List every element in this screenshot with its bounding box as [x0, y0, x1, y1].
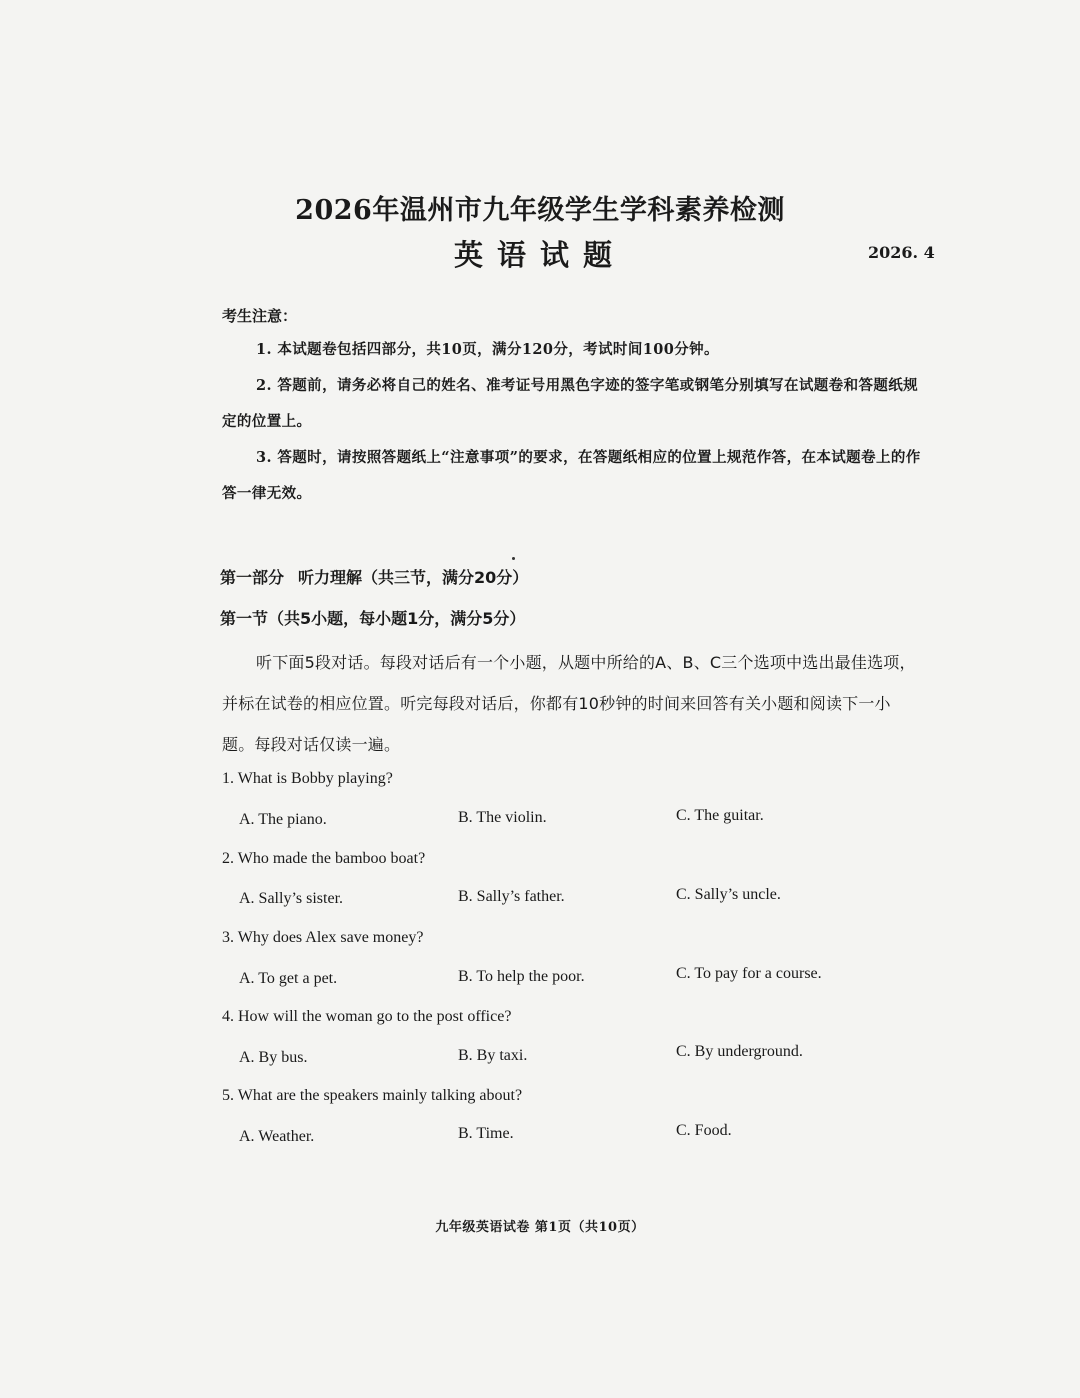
part-heading	[220, 565, 528, 588]
question-1-option-a: A. The piano.	[239, 811, 327, 828]
question-3-option-a: A. To get a pet.	[239, 970, 338, 987]
question-3: 3. Why does Alex save money?	[222, 929, 424, 946]
question-5-option-c: C. Food.	[676, 1122, 732, 1139]
part-label: 第一部分	[220, 568, 285, 587]
scan-speck	[512, 557, 515, 560]
question-3-option-b: B. To help the poor.	[458, 968, 585, 985]
section-instruction: 听下面5段对话。每段对话后有一个小题，从题中所给的A、B、C三个选项中选出最佳选项，并标在试卷的相应位置。听完每段对话后，你都有10秒钟的时间来回答有关小题和阅读下一小题。每段对话仅读一遍。	[222, 653, 916, 754]
question-5: 5. What are the speakers mainly talking about?	[222, 1087, 523, 1104]
notice-item-3: 3. 答题时，请按照答题纸上“注意事项”的要求，在答题纸相应的位置上规范作答，在本试题卷上的作答一律无效。	[222, 449, 921, 502]
question-4-option-b: B. By taxi.	[458, 1047, 528, 1064]
exam-date: 2026. 4	[868, 243, 935, 262]
page-footer: 九年级英语试卷 第1页（共10页）	[435, 1220, 645, 1235]
question-4-option-a: A. By bus.	[239, 1049, 308, 1066]
part-title: 听力理解（共三节，满分20分）	[298, 568, 529, 587]
notice-heading: 考生注意：	[222, 307, 298, 325]
notice-item-1: 1. 本试题卷包括四部分，共10页，满分120分，考试时间100分钟。	[256, 341, 719, 358]
question-4: 4. How will the woman go to the post office?	[222, 1008, 512, 1025]
question-1: 1. What is Bobby playing?	[222, 770, 393, 787]
question-4-option-c: C. By underground.	[676, 1043, 803, 1060]
question-5-option-b: B. Time.	[458, 1125, 514, 1142]
question-2-option-b: B. Sally’s father.	[458, 888, 565, 905]
exam-subtitle: 英语试题	[453, 238, 626, 272]
exam-title: 2026年温州市九年级学生学科素养检测	[295, 195, 785, 226]
section-heading: 第一节（共5小题，每小题1分，满分5分）	[220, 609, 526, 628]
question-1-option-b: B. The violin.	[458, 809, 547, 826]
question-2-option-a: A. Sally’s sister.	[239, 890, 344, 907]
question-2-option-c: C. Sally’s uncle.	[676, 886, 781, 903]
question-2: 2. Who made the bamboo boat?	[222, 850, 426, 867]
question-1-option-c: C. The guitar.	[676, 807, 764, 824]
question-5-option-a: A. Weather.	[239, 1128, 315, 1145]
question-3-option-c: C. To pay for a course.	[676, 965, 822, 982]
notice-item-2: 2. 答题前，请务必将自己的姓名、准考证号用黑色字迹的签字笔或钢笔分别填写在试题卷和答题纸规定的位置上。	[222, 377, 919, 430]
